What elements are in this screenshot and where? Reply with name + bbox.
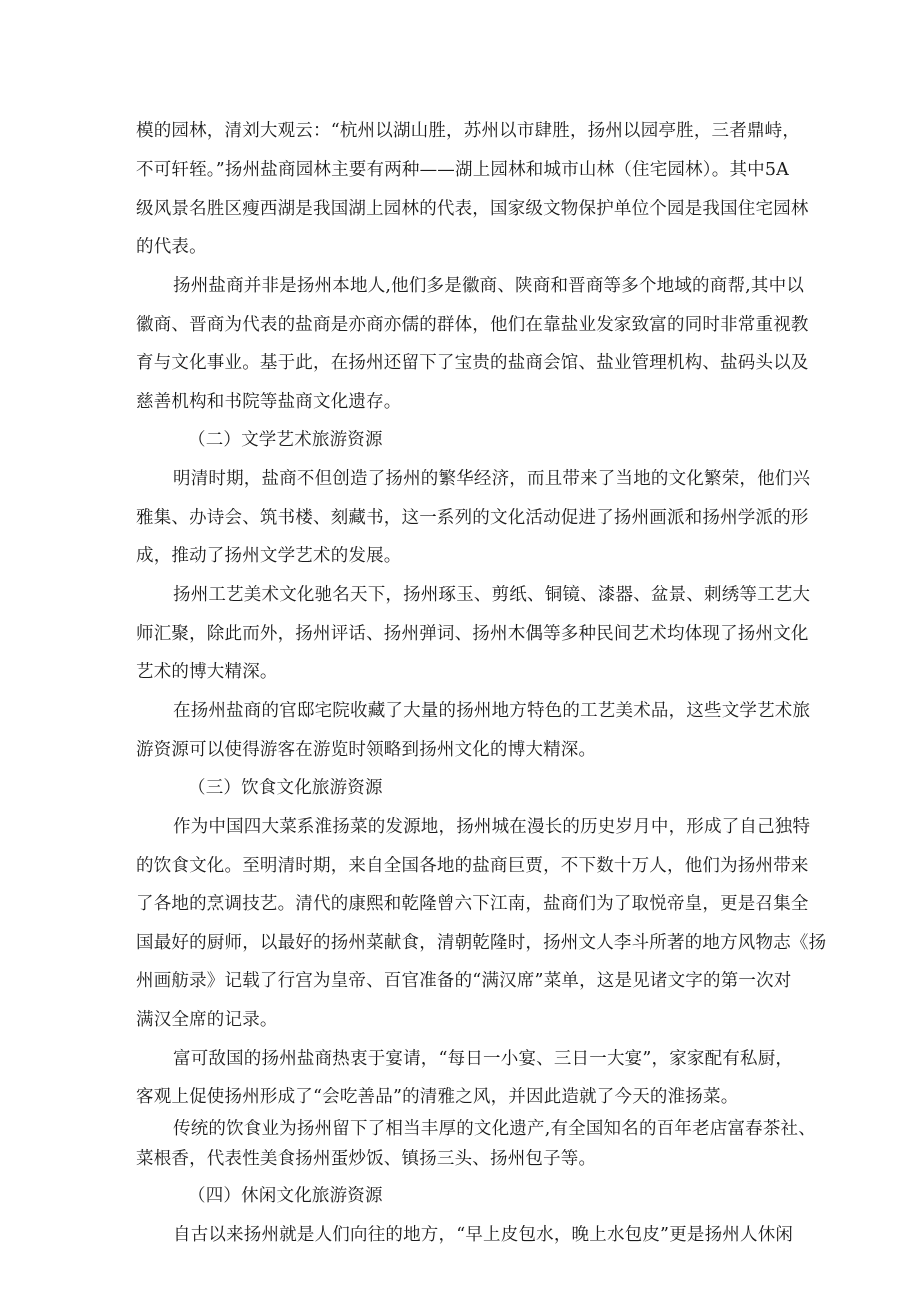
section-heading: （三）饮食文化旅游资源 (188, 778, 383, 798)
text-line: 菜根香，代表性美食扬州蛋炒饭、镇扬三头、扬州包子等。 (136, 1149, 597, 1169)
text-line: 游资源可以使得游客在游览时领略到扬州文化的博大精深。 (136, 740, 597, 760)
text-line: 扬州工艺美术文化驰名天下，扬州琢玉、剪纸、铜镜、漆器、盆景、刺绣等工艺大 (173, 585, 811, 605)
text-line: 艺术的博大精深。 (136, 662, 278, 682)
text-line: 不可轩轾。”扬州盐商园林主要有两种——湖上园林和城市山林（住宅园林）。其中5A (136, 160, 790, 180)
section-heading: （二）文学艺术旅游资源 (188, 430, 383, 450)
text-line: 满汉全席的记录。 (136, 1010, 278, 1030)
text-line: 育与文化事业。基于此，在扬州还留下了宝贵的盐商会馆、盐业管理机构、盐码头以及 (136, 353, 809, 373)
text-line: 国最好的厨师，以最好的扬州菜献食，清朝乾隆时，扬州文人李斗所著的地方风物志《扬 (136, 933, 827, 953)
text-line: 成，推动了扬州文学艺术的发展。 (136, 546, 402, 566)
section-heading: （四）休闲文化旅游资源 (188, 1186, 383, 1206)
text-line: 级风景名胜区瘦西湖是我国湖上园林的代表，国家级文物保护单位个园是我国住宅园林 (136, 199, 809, 219)
text-line: 作为中国四大菜系淮扬菜的发源地，扬州城在漫长的历史岁月中，形成了自己独特 (173, 817, 811, 837)
text-line: 自古以来扬州就是人们向往的地方，“早上皮包水，晚上水包皮”更是扬州人休闲 (173, 1225, 794, 1245)
text-line: 的代表。 (136, 237, 207, 257)
text-line: 雅集、办诗会、筑书楼、刻藏书，这一系列的文化活动促进了扬州画派和扬州学派的形 (136, 508, 809, 528)
text-line: 慈善机构和书院等盐商文化遗存。 (136, 392, 402, 412)
text-line: 了各地的烹调技艺。清代的康熙和乾隆曾六下江南，盐商们为了取悦帝皇，更是召集全 (136, 894, 809, 914)
text-line: 扬州盐商并非是扬州本地人,他们多是徽商、陕商和晋商等多个地域的商帮,其中以 (173, 276, 805, 296)
text-line: 在扬州盐商的官邸宅院收藏了大量的扬州地方特色的工艺美术品，这些文学艺术旅 (173, 701, 811, 721)
text-line: 徽商、晋商为代表的盐商是亦商亦儒的群体，他们在靠盐业发家致富的同时非常重视教 (136, 315, 809, 335)
text-line: 富可敌国的扬州盐商热衷于宴请，“每日一小宴、三日一大宴”，家家配有私厨， (173, 1049, 794, 1069)
text-line: 客观上促使扬州形成了“会吃善品”的清雅之风，并因此造就了今天的淮扬菜。 (136, 1087, 739, 1107)
text-line: 明清时期，盐商不但创造了扬州的繁华经济，而且带来了当地的文化繁荣，他们兴 (173, 469, 811, 489)
text-line: 模的园林，清刘大观云：“杭州以湖山胜，苏州以市肆胜，扬州以园亭胜，三者鼎峙， (136, 121, 801, 141)
text-line: 传统的饮食业为扬州留下了相当丰厚的文化遗产,有全国知名的百年老店富春茶社、 (173, 1119, 816, 1139)
text-line: 师汇聚，除此而外，扬州评话、扬州弹词、扬州木偶等多种民间艺术均体现了扬州文化 (136, 624, 809, 644)
text-line: 州画舫录》记载了行宫为皇帝、百官准备的“满汉席”菜单，这是见诸文字的第一次对 (136, 971, 792, 991)
text-line: 的饮食文化。至明清时期，来自全国各地的盐商巨贾，不下数十万人，他们为扬州带来 (136, 856, 809, 876)
